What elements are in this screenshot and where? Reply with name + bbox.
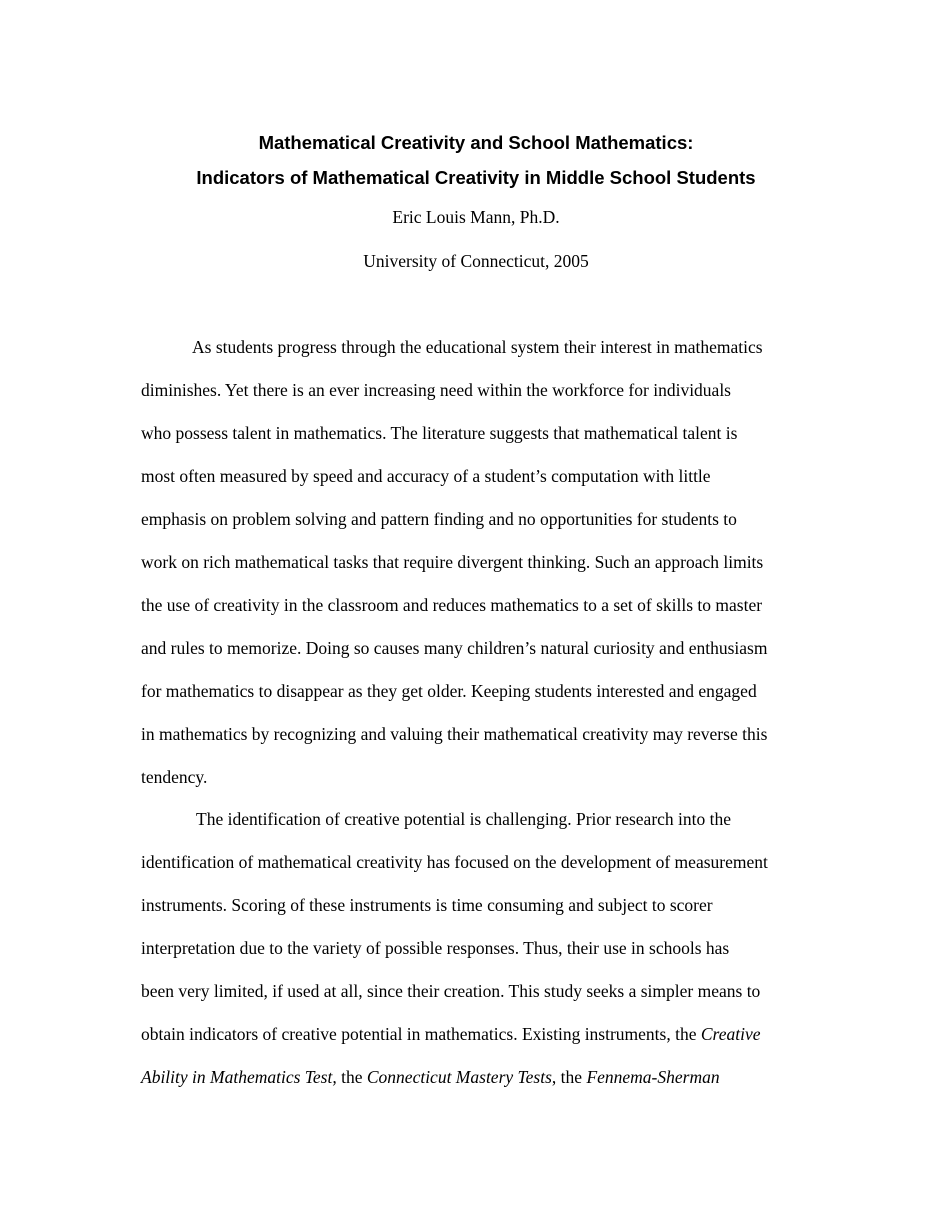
paragraph-1-line: and rules to memorize. Doing so causes many children’s natural curiosity and enthusiasm	[141, 638, 768, 658]
paragraph-1-line: most often measured by speed and accuracy of a student’s computation with little	[141, 466, 711, 486]
paragraph-1-line: in mathematics by recognizing and valuing their mathematical creativity may reverse this	[141, 724, 768, 744]
paragraph-2-line	[141, 1024, 760, 1044]
paragraph-2-line: identification of mathematical creativity has focused on the development of measurement	[141, 852, 768, 872]
paragraph-1-line: tendency.	[141, 767, 208, 787]
paragraph-2-line: interpretation due to the variety of possible responses. Thus, their use in schools has	[141, 938, 730, 958]
paragraph-2-line	[141, 1067, 720, 1087]
paragraph-2-line: The identification of creative potential is challenging. Prior research into the	[196, 809, 732, 829]
paragraph-1-line: diminishes. Yet there is an ever increasing need within the workforce for individuals	[141, 380, 731, 400]
affiliation: University of Connecticut, 2005	[363, 251, 589, 271]
paragraph-1-line: work on rich mathematical tasks that require divergent thinking. Such an approach limits	[141, 552, 764, 572]
line-text: , the	[551, 1067, 587, 1087]
line-text: the	[336, 1067, 367, 1087]
paragraph-2-line: been very limited, if used at all, since their creation. This study seeks a simpler means to	[141, 981, 761, 1001]
italic-test-name: Fennema-Sherman	[586, 1067, 720, 1087]
paragraph-1-line: who possess talent in mathematics. The literature suggests that mathematical talent is	[141, 423, 738, 443]
paragraph-1-line: for mathematics to disappear as they get older. Keeping students interested and engaged	[141, 681, 757, 701]
paragraph-2-line: instruments. Scoring of these instruments is time consuming and subject to scorer	[141, 895, 713, 915]
title-line-1: Mathematical Creativity and School Mathematics:	[258, 132, 694, 153]
line-text: obtain indicators of creative potential in mathematics. Existing instruments, the	[141, 1024, 701, 1044]
italic-test-name: Ability in Mathematics Test,	[141, 1067, 337, 1087]
italic-test-name: Creative	[700, 1024, 761, 1044]
paragraph-1-line: the use of creativity in the classroom and reduces mathematics to a set of skills to master	[141, 595, 763, 615]
title-line-2: Indicators of Mathematical Creativity in Middle School Students	[196, 167, 756, 188]
italic-test-name: Connecticut Mastery Tests	[366, 1067, 552, 1087]
paragraph-1-line: emphasis on problem solving and pattern finding and no opportunities for students to	[141, 509, 737, 529]
author: Eric Louis Mann, Ph.D.	[392, 207, 560, 227]
paragraph-1-line: As students progress through the educational system their interest in mathematics	[192, 337, 763, 357]
